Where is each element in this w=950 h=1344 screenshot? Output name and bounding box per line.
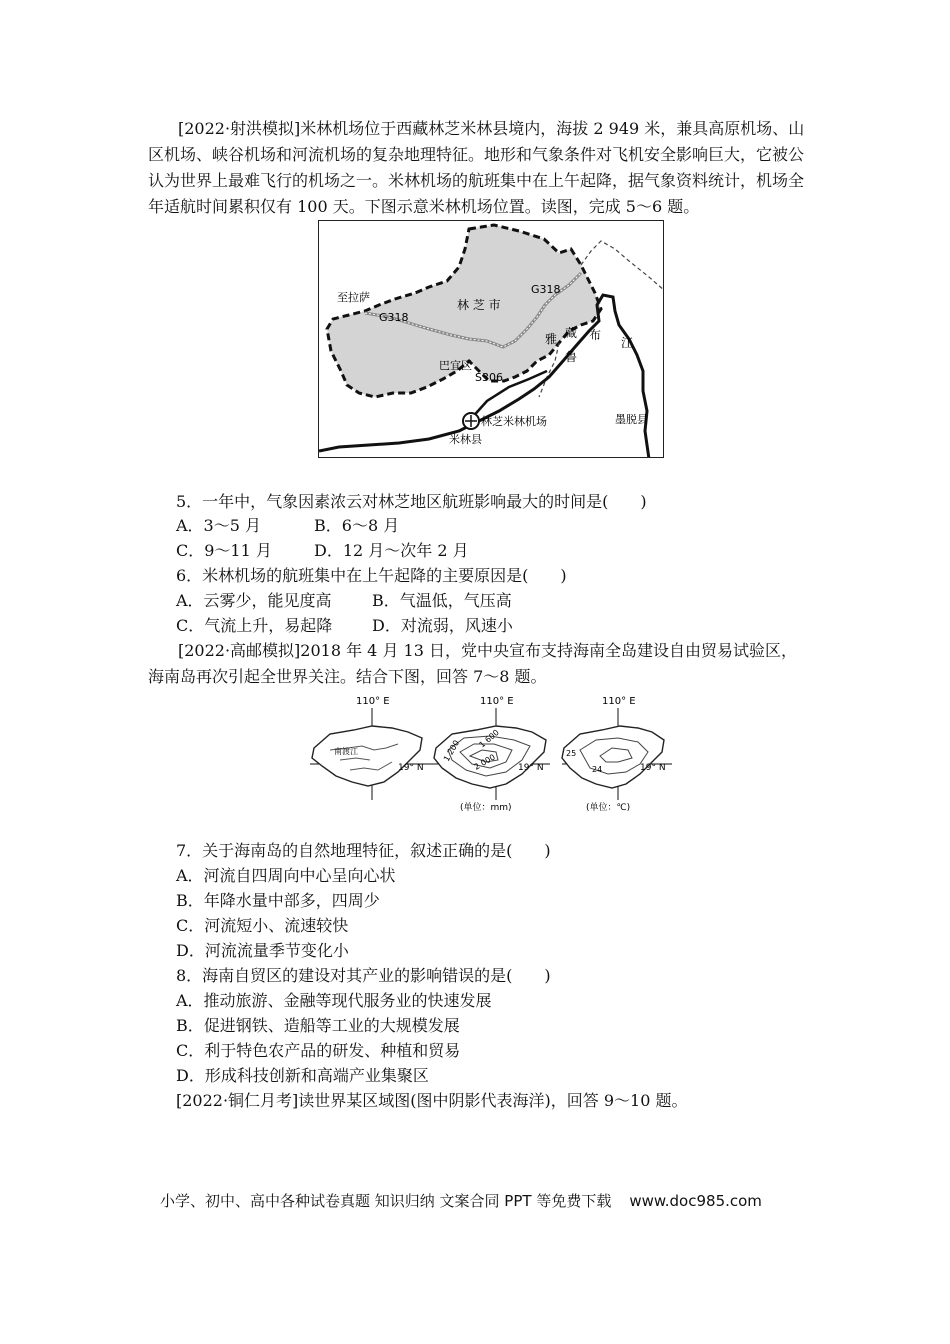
q5-options-row2	[176, 539, 469, 563]
intro-paragraph-2: [2022·高邮模拟]2018 年 4 月 13 日，党中央宣布支持海南全岛建设自由贸易试验区，海南岛再次引起全世界关注。结合下图，回答 7～8 题。	[148, 641, 797, 686]
label-airport: 林芝米林机场	[481, 415, 547, 428]
q6-stem: 6．米林机场的航班集中在上午起降的主要原因是( )	[176, 566, 567, 585]
q7-option-d: D．河流流量季节变化小	[176, 941, 349, 960]
milin-map-svg	[319, 221, 664, 458]
q5-stem: 5．一年中，气象因素浓云对林芝地区航班影响最大的时间是( )	[176, 492, 647, 511]
label-g318-west: G318	[379, 311, 409, 324]
q7-stem: 7．关于海南岛的自然地理特征，叙述正确的是( )	[176, 841, 551, 860]
milin-airport-map	[318, 220, 664, 458]
q5-option-a: A．3～5 月	[176, 516, 262, 535]
intro-paragraph-1: [2022·射洪模拟]米林机场位于西藏林芝米林县境内，海拔 2 949 米，兼具高原机场、山区机场、峡谷机场和河流机场的复杂地理特征。地形和气象条件对飞机安全影响巨大，它被公认为世界上最难飞行的机场之一。米林机场的航班集中在上午起降，据气象资料统计，机场全年适航时间累积仅有 100 天。下图示意米林机场位置。读图，完成 5～6 题。	[148, 119, 805, 216]
q8-option-a: A．推动旅游、金融等现代服务业的快速发展	[176, 991, 492, 1010]
intro-paragraph-3: [2022·铜仁月考]读世界某区域图(图中阴影代表海洋)，回答 9～10 题。	[176, 1091, 688, 1110]
label-bayi: 巴宜区	[439, 359, 472, 372]
map-a-longitude: 110° E	[356, 696, 390, 707]
label-milin: 米林县	[449, 433, 482, 446]
map-c-isotherm-24: 24	[592, 765, 603, 774]
label-zang: 藏	[565, 326, 578, 340]
label-s306: S306	[475, 371, 503, 384]
map-b-contour-1600: 1 600	[477, 727, 501, 750]
q6-option-c: C．气流上升，易起降	[176, 616, 333, 635]
q6-option-a: A．云雾少，能见度高	[176, 591, 332, 610]
q8-option-c: C．利于特色农产品的研发、种植和贸易	[176, 1041, 461, 1060]
q6-options-row2	[176, 614, 513, 638]
q8-stem: 8．海南自贸区的建设对其产业的影响错误的是( )	[176, 966, 551, 985]
q7-option-b: B．年降水量中部多，四周少	[176, 891, 380, 910]
map-c-isotherm-25: 25	[566, 749, 577, 758]
label-jiang: 江	[621, 336, 634, 350]
map-a-latitude: 19° N	[398, 763, 424, 773]
label-ya: 雅	[545, 332, 558, 346]
map-c-latitude: 19° N	[640, 763, 666, 773]
map-c-unit: (单位：℃)	[586, 803, 631, 813]
q6-option-d: D．对流弱，风速小	[372, 616, 513, 635]
label-linzhi: 林 芝 市	[457, 298, 501, 312]
map-b-contour-2000: 2 000	[472, 752, 497, 772]
hainan-maps	[300, 690, 680, 820]
label-g318-east: G318	[531, 283, 561, 296]
label-bu: 布	[589, 328, 602, 342]
map-b-unit: (单位：mm)	[460, 803, 512, 813]
map-b-longitude: 110° E	[480, 696, 514, 707]
footer-text: 小学、初中、高中各种试卷真题 知识归纳 文案合同 PPT 等免费下载	[160, 1192, 612, 1210]
map-b-contour-1200: 1 200	[441, 738, 462, 763]
map-a-river-label: 南渡江	[334, 747, 358, 756]
label-to-lhasa: 至拉萨	[337, 291, 370, 304]
map-a-island	[312, 726, 422, 786]
q5-option-c: C．9～11 月	[176, 541, 272, 560]
q5-option-d: D．12 月～次年 2 月	[314, 541, 469, 560]
q7-option-c: C．河流短小、流速较快	[176, 916, 349, 935]
q5-options-row1	[176, 514, 399, 538]
hainan-maps-svg	[300, 690, 680, 820]
q6-options-row1	[176, 589, 512, 613]
map-c-island	[562, 726, 664, 788]
label-motuo: 墨脱县	[615, 413, 648, 426]
q8-option-d: D．形成科技创新和高端产业集聚区	[176, 1066, 429, 1085]
page-footer	[160, 1190, 762, 1211]
q8-option-b: B．促进钢铁、造船等工业的大规模发展	[176, 1016, 460, 1035]
map-c-longitude: 110° E	[602, 696, 636, 707]
map-b-latitude: 19° N	[518, 763, 544, 773]
footer-url[interactable]: www.doc985.com	[629, 1192, 762, 1210]
q6-option-b: B．气温低，气压高	[372, 591, 512, 610]
label-lu: 鲁	[565, 350, 578, 364]
q5-option-b: B．6～8 月	[314, 516, 400, 535]
q7-option-a: A．河流自四周向中心呈向心状	[176, 866, 396, 885]
